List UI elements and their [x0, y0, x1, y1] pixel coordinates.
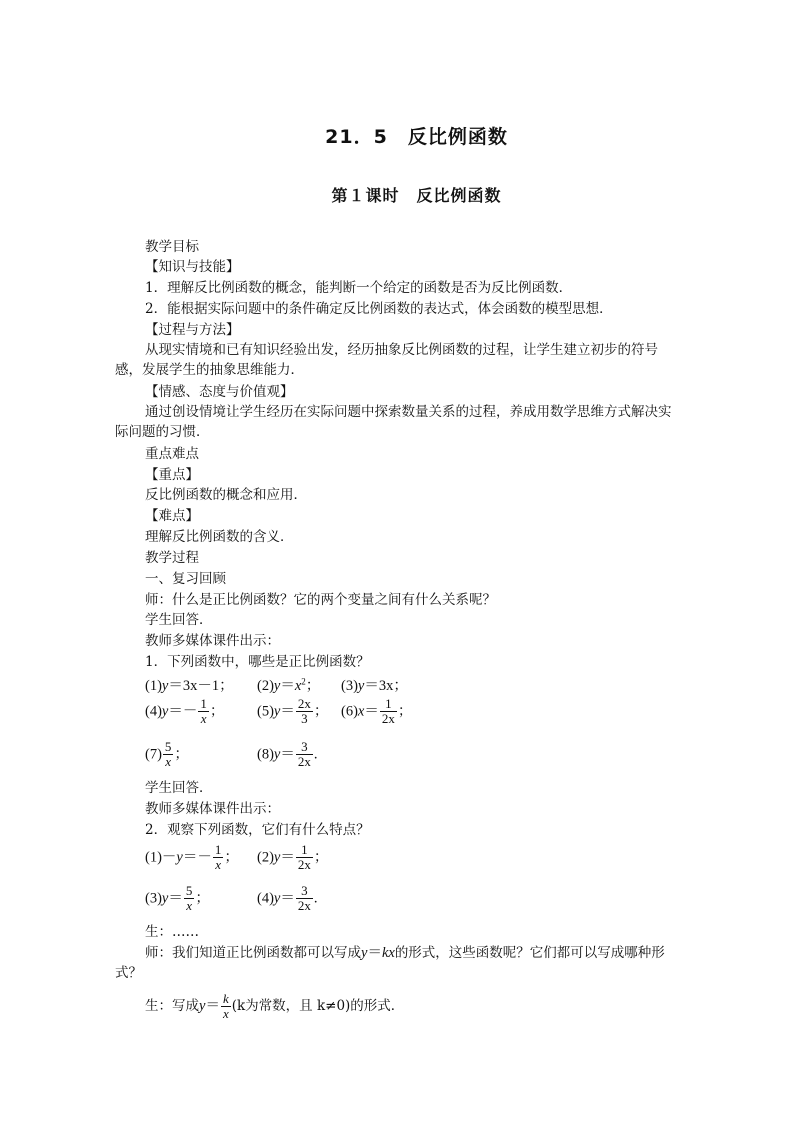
teacher-question-2: 师：我们知道正比例函数都可以写成y＝kx的形式，这些函数呢？它们都可以写成哪种形式？ [115, 945, 665, 981]
heading-key-difficult: 重点难点 [145, 446, 199, 462]
heading-attitude-values: 【情感、态度与价值观】 [145, 384, 294, 400]
courseware-show-1: 教师多媒体课件出示： [145, 633, 280, 649]
q2-item-3: (3)y＝ $\frac{5}{x}$ ； [145, 883, 210, 913]
fraction: $\frac{5}{x}$ [164, 739, 172, 769]
question-2: 2．观察下列函数，它们有什么特点？ [145, 822, 370, 838]
fraction: $\frac{k}{x}$ [222, 991, 229, 1021]
heading-knowledge-skills: 【知识与技能】 [145, 259, 240, 275]
fraction: $\frac{1}{x}$ [214, 842, 222, 872]
student-answer-2: 学生回答． [145, 780, 213, 796]
q1-item-5: (5)y＝ $\frac{2x}{3}$ ； [257, 696, 329, 726]
fraction: $\frac{3}{2x}$ [297, 739, 311, 769]
key-point-text: 反比例函数的概念和应用． [145, 487, 307, 503]
q1-item-1: (1)y＝3x－1； [145, 678, 234, 694]
q2-item-2: (2)y＝ $\frac{1}{2x}$ ； [257, 842, 329, 872]
student-answer-1: 学生回答． [145, 612, 213, 628]
q2-item-4: (4)y＝ $\frac{3}{2x}$ . [257, 883, 318, 913]
attitude-paragraph: 通过创设情境让学生经历在实际问题中探索数量关系的过程，养成用数学思维方式解决实际问题的习惯． [115, 404, 672, 440]
heading-process-method: 【过程与方法】 [145, 322, 240, 338]
goal-2: 2．能根据实际问题中的条件确定反比例函数的表达式，体会函数的模型思想． [145, 301, 613, 317]
heading-teaching-process: 教学过程 [145, 550, 199, 566]
student-answer-3: 生：写成y＝ $\frac{k}{x}$ (k为常数，且 k≠0)的形式． [145, 991, 405, 1021]
heading-key-point: 【重点】 [145, 467, 199, 483]
fraction: $\frac{1}{2x}$ [381, 696, 395, 726]
lesson-title: 第１课时 反比例函数 [331, 186, 502, 205]
question-1: 1．下列函数中，哪些是正比例函数？ [145, 654, 370, 670]
fraction: $\frac{5}{x}$ [185, 883, 193, 913]
fraction: $\frac{1}{2x}$ [297, 842, 311, 872]
q1-item-7: (7) $\frac{5}{x}$ ； [145, 739, 189, 769]
fraction: $\frac{2x}{3}$ [297, 696, 311, 726]
fraction: $\frac{1}{x}$ [200, 696, 207, 726]
q1-item-4: (4)y＝－ $\frac{1}{x}$ ； [145, 696, 225, 726]
heading-review: 一、复习回顾 [145, 571, 226, 587]
q1-item-3: (3)y＝3x； [341, 678, 408, 694]
q1-item-8: (8)y＝ $\frac{3}{2x}$ . [257, 739, 318, 769]
fraction: $\frac{3}{2x}$ [297, 883, 311, 913]
q1-item-2: $(2)y=x^2$； [257, 676, 321, 694]
teacher-question-1: 师：什么是正比例函数？它的两个变量之间有什么关系呢？ [145, 592, 496, 608]
courseware-show-2: 教师多媒体课件出示： [145, 801, 280, 817]
q1-item-6: (6)x＝ $\frac{1}{2x}$ ； [341, 696, 413, 726]
student-response: 生：…… [145, 924, 199, 940]
heading-difficulty: 【难点】 [145, 508, 199, 524]
section-title: 21．5 反比例函数 [325, 126, 508, 148]
q2-item-1: (1)－y＝－ $\frac{1}{x}$ ； [145, 842, 239, 872]
process-paragraph: 从现实情境和已有知识经验出发，经历抽象反比例函数的过程，让学生建立初步的符号感，发展学生的抽象思维能力． [115, 342, 658, 378]
heading-teaching-goals: 教学目标 [145, 239, 199, 255]
difficulty-text: 理解反比例函数的含义． [145, 529, 294, 545]
goal-1: 1．理解反比例函数的概念，能判断一个给定的函数是否为反比例函数． [145, 280, 573, 296]
